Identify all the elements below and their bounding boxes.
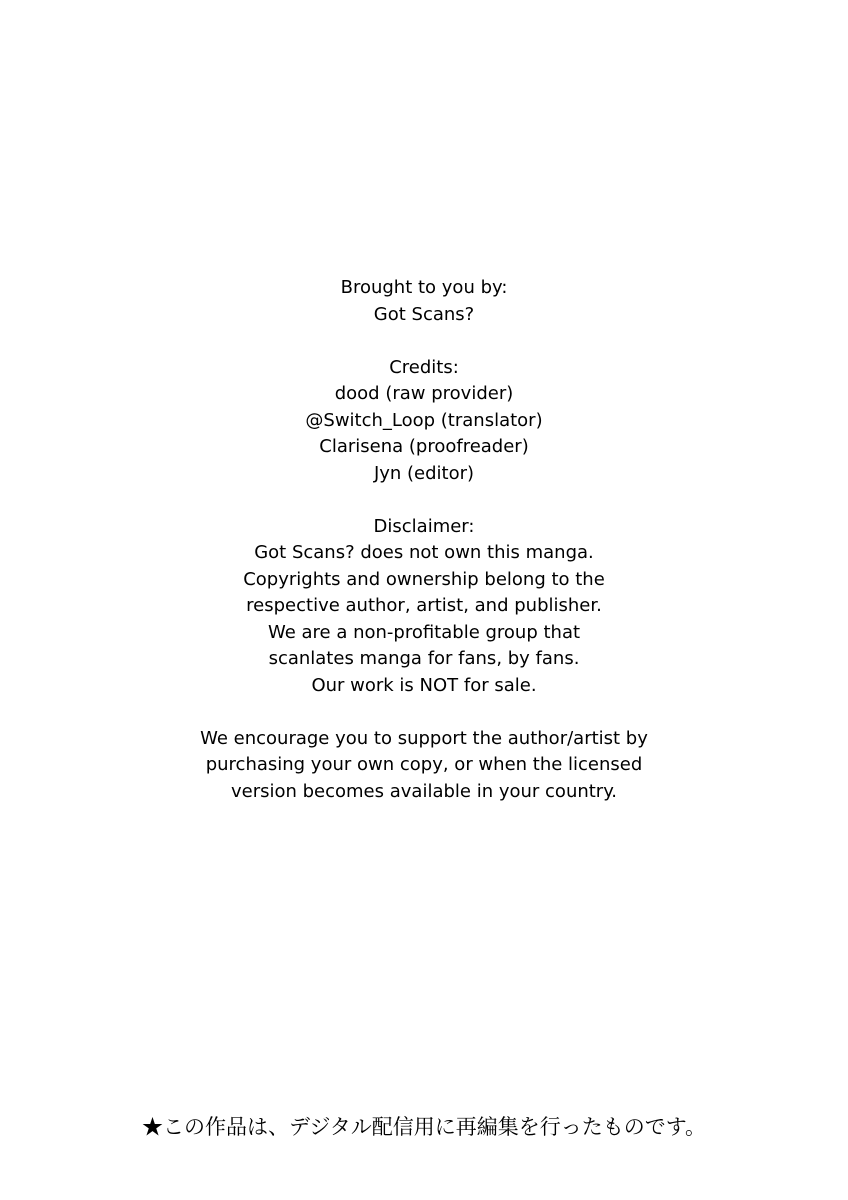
section-spacer xyxy=(0,699,848,726)
disclaimer-line: Got Scans? does not own this manga. xyxy=(254,542,594,563)
credit-member: @Switch_Loop (translator) xyxy=(305,409,543,431)
group-name: Got Scans? xyxy=(373,303,475,325)
section-spacer xyxy=(0,328,848,355)
credits-block xyxy=(0,275,848,805)
credit-member: Clarisena (proofreader) xyxy=(319,436,529,457)
disclaimer-line: respective author, artist, and publisher. xyxy=(246,595,602,616)
disclaimer-line: Copyrights and ownership belong to the xyxy=(243,568,605,590)
encouragement-line: We encourage you to support the author/artist by xyxy=(200,727,648,749)
disclaimer-line: Our work is NOT for sale. xyxy=(311,674,537,696)
encouragement-line: version becomes available in your country. xyxy=(230,780,618,802)
credits-heading: Credits: xyxy=(389,356,459,378)
section-spacer xyxy=(0,487,848,514)
brought-by-heading: Brought to you by: xyxy=(340,277,508,298)
digital-edition-note: ★この作品は、デジタル配信用に再編集を行ったものです。 xyxy=(141,1115,707,1139)
disclaimer-line: scanlates manga for fans, by fans. xyxy=(268,648,580,669)
disclaimer-heading: Disclaimer: xyxy=(373,515,475,537)
encouragement-line: purchasing your own copy, or when the licensed xyxy=(205,754,643,775)
credit-member: dood (raw provider) xyxy=(334,383,514,404)
disclaimer-line: We are a non-profitable group that xyxy=(267,621,581,643)
credit-member: Jyn (editor) xyxy=(373,462,475,484)
